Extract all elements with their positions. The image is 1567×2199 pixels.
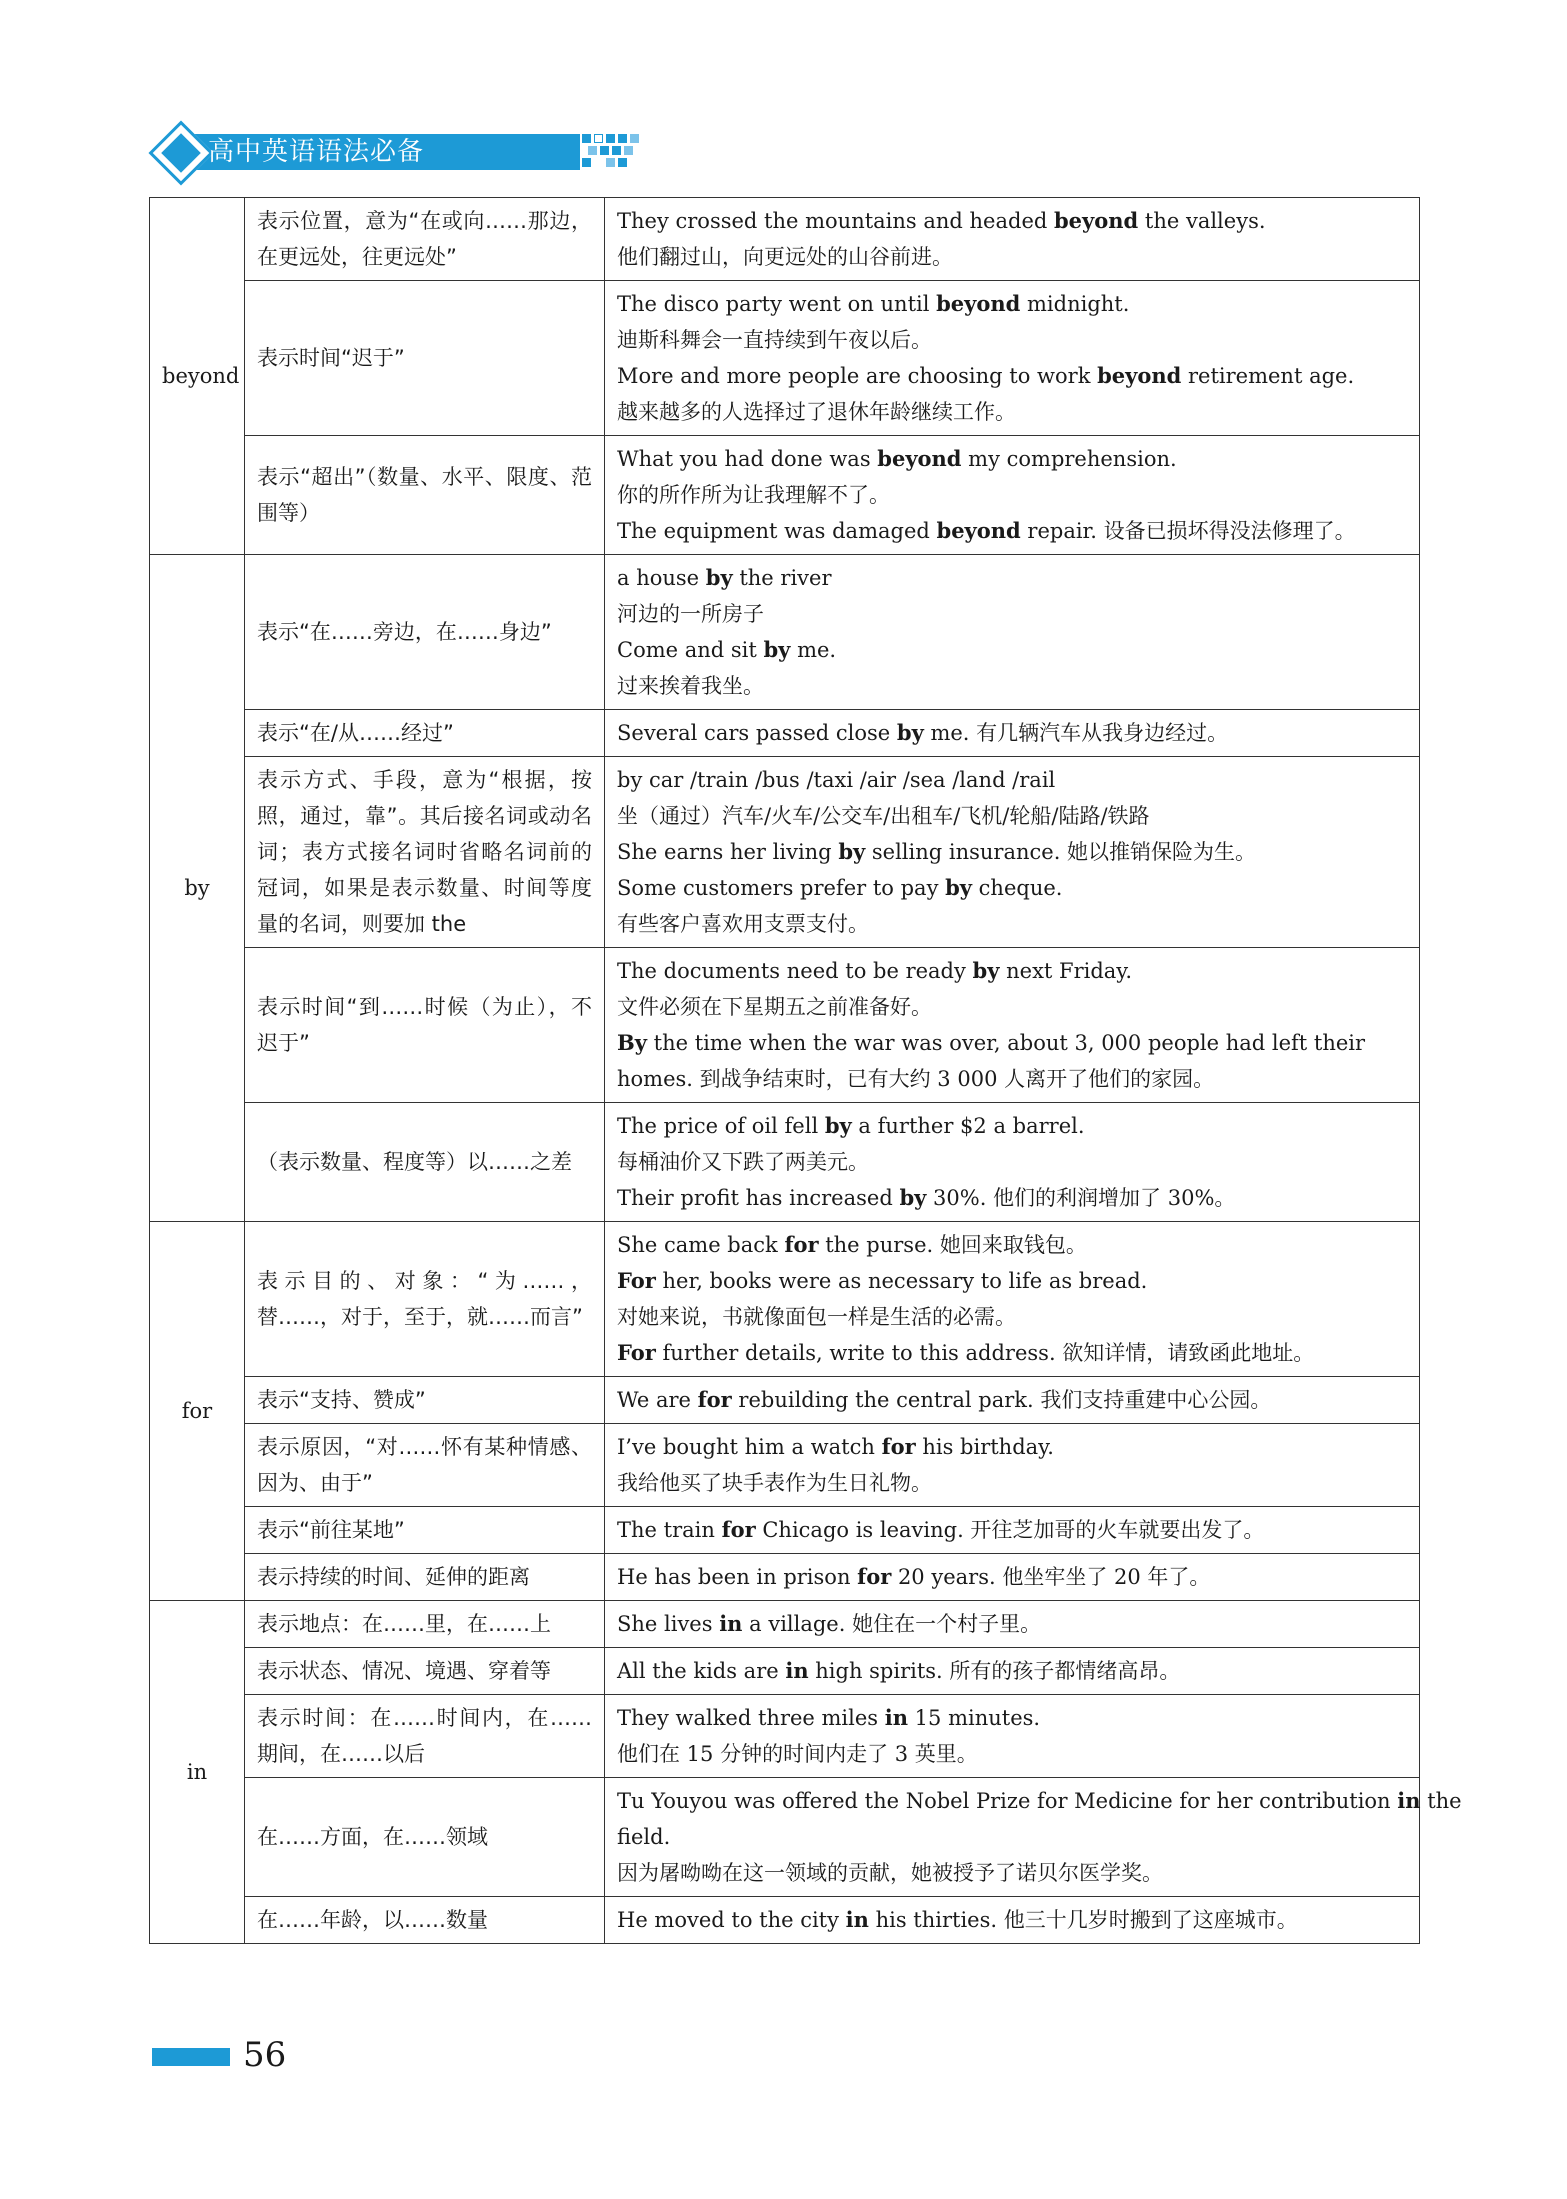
example-line	[617, 394, 1407, 430]
example-text: 河边的一所房子	[617, 602, 764, 626]
usage-cell: 表示“在/从……经过”	[245, 710, 605, 757]
example-cell	[605, 198, 1420, 281]
keyword-bold: for	[697, 1387, 732, 1412]
example-line	[617, 715, 1407, 751]
table-row	[150, 1424, 1420, 1507]
usage-cell: 表示持续的时间、延伸的距离	[245, 1554, 605, 1601]
example-line	[617, 1783, 1462, 1819]
example-text: Come and sit	[617, 638, 764, 662]
table-row	[150, 1377, 1420, 1424]
keyword-bold: By	[617, 1030, 647, 1055]
example-text: I’ve bought him a watch	[617, 1435, 882, 1459]
example-text: 每桶油价又下跌了两美元。	[617, 1150, 869, 1174]
preposition-cell: by	[150, 555, 245, 1222]
example-line	[617, 1180, 1407, 1216]
example-cell	[605, 1601, 1420, 1648]
example-line	[617, 834, 1407, 870]
example-line	[617, 358, 1407, 394]
preposition-table	[149, 197, 1462, 1944]
example-cell	[605, 1554, 1420, 1601]
example-text: Tu Youyou was offered the Nobel Prize for Medicine for her contribution	[617, 1789, 1398, 1813]
example-line	[617, 953, 1407, 989]
example-text: 30%. 他们的利润增加了 30%。	[926, 1186, 1236, 1210]
example-text: 我给他买了块手表作为生日礼物。	[617, 1471, 932, 1495]
example-line	[617, 322, 1407, 358]
example-line	[617, 668, 1407, 704]
preposition-cell: beyond	[150, 198, 245, 555]
example-text: further details, write to this address. 欲知详情，请致函此地址。	[655, 1341, 1315, 1365]
usage-cell: 表示状态、情况、境遇、穿着等	[245, 1648, 605, 1695]
example-text: the valleys.	[1138, 209, 1266, 233]
example-text: 越来越多的人选择过了退休年龄继续工作。	[617, 400, 1016, 424]
usage-cell: 表示“前往某地”	[245, 1507, 605, 1554]
example-text: his thirties. 他三十几岁时搬到了这座城市。	[868, 1908, 1298, 1932]
example-text: me. 有几辆汽车从我身边经过。	[923, 721, 1229, 745]
example-text: high spirits. 所有的孩子都情绪高昂。	[808, 1659, 1181, 1683]
example-text: The train	[617, 1518, 722, 1542]
example-text: homes. 到战争结束时，已有大约 3 000 人离开了他们的家园。	[617, 1067, 1215, 1091]
example-cell	[605, 1648, 1420, 1695]
table-row	[150, 1695, 1420, 1778]
table-row	[150, 710, 1420, 757]
example-line	[617, 1299, 1407, 1335]
keyword-bold: beyond	[1054, 208, 1139, 233]
example-cell	[605, 757, 1420, 948]
keyword-bold: by	[896, 720, 924, 745]
table-row	[150, 1778, 1420, 1897]
keyword-bold: by	[763, 637, 791, 662]
example-text: Their profit has increased	[617, 1186, 900, 1210]
example-line	[617, 1227, 1407, 1263]
usage-cell: 表示位置，意为“在或向……那边，在更远处，往更远处”	[245, 198, 605, 281]
example-cell	[605, 710, 1420, 757]
example-text: 因为屠呦呦在这一领域的贡献，她被授予了诺贝尔医学奖。	[617, 1861, 1163, 1885]
example-text: 对她来说，书就像面包一样是生活的必需。	[617, 1305, 1016, 1329]
example-text: 有些客户喜欢用支票支付。	[617, 912, 869, 936]
page-header	[150, 122, 510, 180]
table-row	[150, 555, 1420, 710]
keyword-bold: in	[1397, 1788, 1421, 1813]
example-text: What you had done was	[617, 447, 878, 471]
example-line	[617, 477, 1407, 513]
table-row	[150, 948, 1420, 1103]
example-line	[617, 1855, 1407, 1891]
example-line	[617, 239, 1407, 275]
example-text: midnight.	[1020, 292, 1130, 316]
example-text: the purse. 她回来取钱包。	[818, 1233, 1087, 1257]
example-line	[617, 1382, 1407, 1418]
example-cell	[605, 1507, 1420, 1554]
example-line	[617, 1263, 1407, 1299]
example-cell	[605, 1377, 1420, 1424]
usage-cell: 表示“在……旁边，在……身边”	[245, 555, 605, 710]
example-cell	[605, 436, 1420, 555]
example-text: All the kids are	[617, 1659, 786, 1683]
table-row	[150, 1103, 1420, 1222]
example-text: my comprehension.	[961, 447, 1177, 471]
example-text: 你的所作所为让我理解不了。	[617, 483, 890, 507]
example-line	[617, 560, 1407, 596]
example-line	[617, 513, 1407, 549]
example-text: next Friday.	[999, 959, 1133, 983]
example-cell	[605, 555, 1420, 710]
usage-cell: 表示方式、手段，意为“根据，按照，通过，靠”。其后接名词或动名词；表方式接名词时省略名词前的冠词，如果是表示数量、时间等度量的名词，则要加 the	[245, 757, 605, 948]
example-text: her, books were as necessary to life as bread.	[655, 1269, 1148, 1293]
example-text: The disco party went on until	[617, 292, 937, 316]
example-line	[617, 286, 1407, 322]
example-line	[617, 1653, 1407, 1689]
table-row	[150, 1554, 1420, 1601]
example-text: 迪斯科舞会一直持续到午夜以后。	[617, 328, 932, 352]
preposition-cell: for	[150, 1222, 245, 1601]
example-text: The equipment was damaged	[617, 519, 937, 543]
table-row	[150, 1507, 1420, 1554]
table-row	[150, 1222, 1420, 1377]
example-text: He moved to the city	[617, 1908, 846, 1932]
header-title: 高中英语语法必备	[208, 137, 425, 167]
usage-cell: 在……方面，在……领域	[245, 1778, 605, 1897]
keyword-bold: by	[945, 875, 972, 900]
example-text: rebuilding the central park. 我们支持重建中心公园。	[731, 1388, 1272, 1412]
example-text: They walked three miles	[617, 1706, 885, 1730]
example-line	[617, 1902, 1407, 1938]
example-cell	[605, 1222, 1420, 1377]
example-line	[617, 1144, 1407, 1180]
table-row	[150, 281, 1420, 436]
example-line	[617, 1700, 1407, 1736]
keyword-bold: beyond	[936, 518, 1021, 543]
keyword-bold: by	[899, 1185, 927, 1210]
example-cell	[605, 281, 1420, 436]
example-text: retirement age.	[1181, 364, 1355, 388]
example-line	[617, 1429, 1407, 1465]
example-text: field.	[617, 1825, 671, 1849]
example-text: More and more people are choosing to work	[617, 364, 1098, 388]
example-text: 15 minutes.	[908, 1706, 1041, 1730]
example-line	[617, 1465, 1407, 1501]
example-text: The price of oil fell	[617, 1114, 825, 1138]
example-line	[617, 441, 1407, 477]
example-line	[617, 1061, 1407, 1097]
example-text: the river	[732, 566, 832, 590]
example-line	[617, 989, 1407, 1025]
example-line	[617, 632, 1407, 668]
example-text: by car /train /bus /taxi /air /sea /land /rail	[617, 768, 1056, 792]
table-row	[150, 1897, 1420, 1944]
example-text: me.	[790, 638, 837, 662]
keyword-bold: For	[617, 1268, 656, 1293]
example-text: a house	[617, 566, 706, 590]
keyword-bold: for	[721, 1517, 756, 1542]
example-text: selling insurance. 她以推销保险为生。	[865, 840, 1257, 864]
example-line	[617, 870, 1407, 906]
usage-cell: 表示目的、对象：“为……，替……，对于，至于，就……而言”	[245, 1222, 605, 1377]
keyword-bold: for	[881, 1434, 916, 1459]
example-line	[617, 1335, 1407, 1371]
example-text: They crossed the mountains and headed	[617, 209, 1054, 233]
example-line	[617, 798, 1407, 834]
usage-cell: 表示“支持、赞成”	[245, 1377, 605, 1424]
table-row	[150, 198, 1420, 281]
usage-cell: （表示数量、程度等）以……之差	[245, 1103, 605, 1222]
example-text: a village. 她住在一个村子里。	[742, 1612, 1042, 1636]
example-text: Chicago is leaving. 开往芝加哥的火车就要出发了。	[755, 1518, 1265, 1542]
usage-cell: 表示时间“到……时候（为止），不迟于”	[245, 948, 605, 1103]
example-cell	[605, 1695, 1420, 1778]
preposition-cell: in	[150, 1601, 245, 1944]
example-cell	[605, 1778, 1462, 1897]
keyword-bold: by	[972, 958, 1000, 983]
example-text: Some customers prefer to pay	[617, 876, 946, 900]
keyword-bold: For	[617, 1340, 656, 1365]
example-text: 过来挨着我坐。	[617, 674, 764, 698]
keyword-bold: by	[705, 565, 733, 590]
usage-cell: 表示时间“迟于”	[245, 281, 605, 436]
example-cell	[605, 1897, 1420, 1944]
keyword-bold: in	[884, 1705, 908, 1730]
usage-cell: 表示地点：在……里，在……上	[245, 1601, 605, 1648]
page-number: 56	[243, 2035, 287, 2075]
keyword-bold: in	[845, 1907, 869, 1932]
example-text: 他们在 15 分钟的时间内走了 3 英里。	[617, 1742, 978, 1766]
example-text: We are	[617, 1388, 698, 1412]
usage-cell: 在……年龄，以……数量	[245, 1897, 605, 1944]
example-text: the	[1420, 1789, 1462, 1813]
example-line	[617, 1736, 1407, 1772]
example-text: a further $2 a barrel.	[851, 1114, 1085, 1138]
example-line	[617, 596, 1407, 632]
keyword-bold: for	[784, 1232, 819, 1257]
example-line	[617, 1512, 1407, 1548]
example-text: cheque.	[972, 876, 1063, 900]
example-line	[617, 1108, 1407, 1144]
example-text: 他们翻过山，向更远处的山谷前进。	[617, 245, 953, 269]
example-text: Several cars passed close	[617, 721, 897, 745]
example-text: repair. 设备已损坏得没法修理了。	[1020, 519, 1356, 543]
keyword-bold: in	[719, 1611, 743, 1636]
pixel-mosaic-icon	[580, 130, 640, 174]
table-row	[150, 757, 1420, 948]
usage-cell: 表示时间：在……时间内，在……期间，在……以后	[245, 1695, 605, 1778]
example-cell	[605, 1103, 1420, 1222]
keyword-bold: for	[857, 1564, 892, 1589]
example-text: She lives	[617, 1612, 720, 1636]
example-text: his birthday.	[915, 1435, 1054, 1459]
example-line	[617, 203, 1407, 239]
footer-bar	[152, 2048, 230, 2066]
table-row	[150, 436, 1420, 555]
example-line	[617, 1025, 1407, 1061]
example-line	[617, 906, 1407, 942]
example-text: the time when the war was over, about 3, 000 people had left their	[646, 1031, 1366, 1055]
example-line	[617, 1819, 1407, 1855]
table-row	[150, 1601, 1420, 1648]
table-row	[150, 1648, 1420, 1695]
example-line	[617, 762, 1407, 798]
usage-cell: 表示原因，“对……怀有某种情感、因为、由于”	[245, 1424, 605, 1507]
example-cell	[605, 1424, 1420, 1507]
example-text: 文件必须在下星期五之前准备好。	[617, 995, 932, 1019]
example-cell	[605, 948, 1420, 1103]
keyword-bold: beyond	[1097, 363, 1182, 388]
keyword-bold: by	[838, 839, 866, 864]
example-text: 20 years. 他坐牢坐了 20 年了。	[891, 1565, 1211, 1589]
example-text: The documents need to be ready	[617, 959, 973, 983]
keyword-bold: beyond	[877, 446, 962, 471]
example-text: She came back	[617, 1233, 785, 1257]
example-text: 坐（通过）汽车/火车/公交车/出租车/飞机/轮船/陆路/铁路	[617, 804, 1150, 828]
example-text: She earns her living	[617, 840, 839, 864]
keyword-bold: by	[824, 1113, 852, 1138]
usage-cell: 表示“超出”（数量、水平、限度、范围等）	[245, 436, 605, 555]
example-line	[617, 1559, 1407, 1595]
keyword-bold: in	[785, 1658, 809, 1683]
keyword-bold: beyond	[936, 291, 1021, 316]
example-text: He has been in prison	[617, 1565, 858, 1589]
example-line	[617, 1606, 1407, 1642]
